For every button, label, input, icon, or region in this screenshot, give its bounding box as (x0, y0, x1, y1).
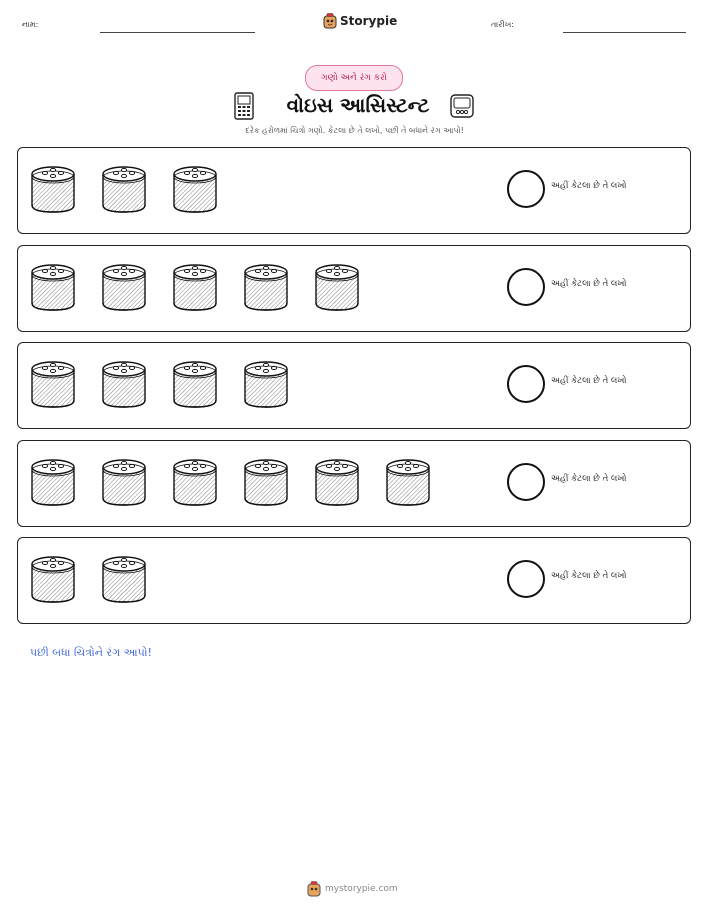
date-line[interactable] (563, 32, 686, 33)
answer-circle[interactable] (507, 463, 545, 501)
date-label: તારીખ: (491, 20, 514, 29)
smart-speaker-icon (100, 357, 148, 411)
answer-label: અહીં કેટલા છે તે લખો (551, 181, 627, 191)
smart-speaker-icon (100, 552, 148, 606)
smart-speaker-icon (29, 357, 77, 411)
answer-circle[interactable] (507, 170, 545, 208)
name-line[interactable] (100, 32, 255, 33)
smart-speaker-icon (100, 162, 148, 216)
smart-speaker-icon (171, 260, 219, 314)
color-instruction: પછી બધા ચિત્રોને રંગ આપો! (30, 646, 152, 659)
counting-row (17, 537, 691, 624)
storypie-logo-icon (307, 881, 321, 897)
page-title: વોઇસ આસિસ્ટન્ટ (286, 93, 430, 117)
answer-circle[interactable] (507, 268, 545, 306)
brand-logo (323, 13, 397, 29)
smart-speaker-icon (384, 455, 432, 509)
smart-speaker-icon (242, 260, 290, 314)
instructions: દરેક હરોળમાં ચિત્રો ગણો. કેટલા છે તે લખો, પછી તે બધાને રંગ આપો! (245, 126, 464, 135)
name-label: નામ: (22, 20, 39, 29)
smart-speaker-icon (29, 162, 77, 216)
counting-row (17, 147, 691, 234)
storypie-logo-icon (323, 13, 337, 29)
counting-row (17, 440, 691, 527)
activity-badge: ગણો અને રંગ કરો (305, 65, 403, 91)
smart-speaker-icon (171, 162, 219, 216)
footer-brand (307, 881, 398, 897)
answer-circle[interactable] (507, 560, 545, 598)
smart-speaker-icon (100, 455, 148, 509)
answer-label: અહીં કેટલા છે તે લખો (551, 376, 627, 386)
smart-speaker-icon (313, 455, 361, 509)
door-phone-icon (233, 92, 255, 120)
answer-label: અહીં કેટલા છે તે લખો (551, 571, 627, 581)
counting-row (17, 342, 691, 429)
smart-display-icon (449, 93, 475, 119)
smart-speaker-icon (100, 260, 148, 314)
smart-speaker-icon (29, 260, 77, 314)
smart-speaker-icon (242, 357, 290, 411)
smart-speaker-icon (313, 260, 361, 314)
footer-site: mystorypie.com (325, 884, 398, 894)
smart-speaker-icon (242, 455, 290, 509)
smart-speaker-icon (29, 552, 77, 606)
smart-speaker-icon (29, 455, 77, 509)
answer-label: અહીં કેટલા છે તે લખો (551, 279, 627, 289)
answer-circle[interactable] (507, 365, 545, 403)
counting-row (17, 245, 691, 332)
brand-name: Storypie (340, 14, 398, 28)
answer-label: અહીં કેટલા છે તે લખો (551, 474, 627, 484)
smart-speaker-icon (171, 455, 219, 509)
smart-speaker-icon (171, 357, 219, 411)
